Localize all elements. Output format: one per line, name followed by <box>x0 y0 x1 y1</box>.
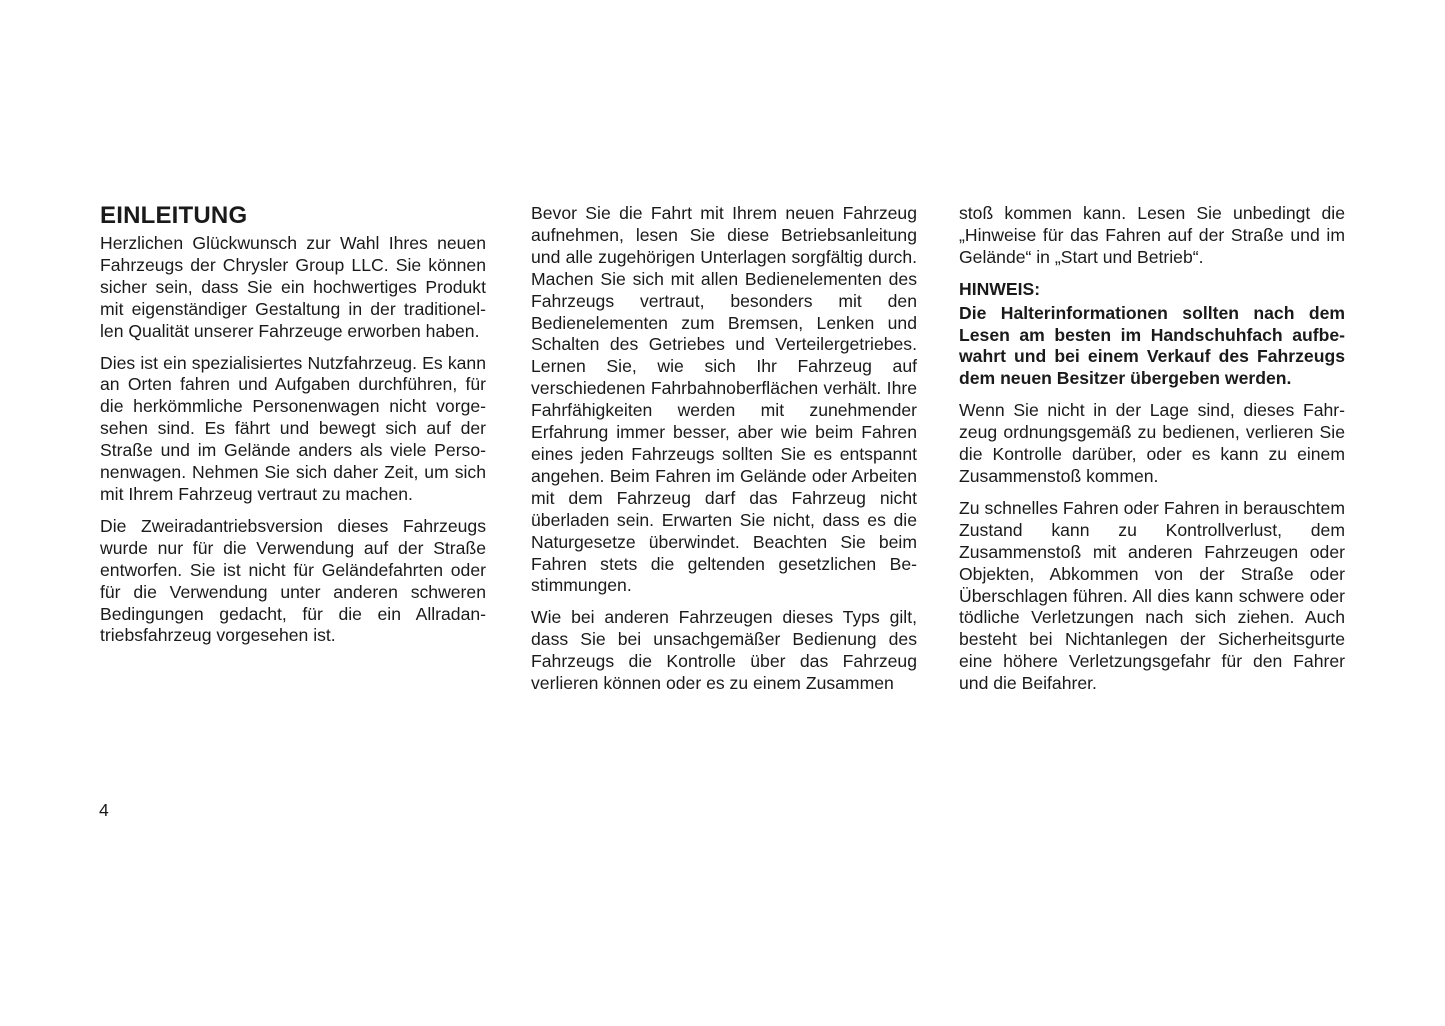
note-title: HINWEIS: <box>959 278 1041 299</box>
column-right <box>959 202 1345 705</box>
page-number: 4 <box>99 800 109 820</box>
intro-paragraph-1: Herzlichen Glückwunsch zur Wahl Ihres neuen Fahrzeugs der Chrysler Group LLC. Sie können sicher sein, dass Sie ein hochwertiges Produkt mit eigenständiger Gestaltung in der traditionellen Qualität unserer Fahrzeuge erworben haben. <box>100 233 486 341</box>
section-title: EINLEITUNG <box>100 202 248 229</box>
intro-paragraph-3: Die Zweiradantriebsversion dieses Fahrzeugs wurde nur für die Verwendung auf der Straße entworfen. Sie ist nicht für Geländefahrten oder für die Verwendung unter anderen schweren Bedingungen gedacht, für die ein Allradantriebsfahrzeug vorgesehen ist. <box>100 515 486 646</box>
note-body: Die Halterinformationen sollten nach dem Lesen am besten im Handschuhfach aufbewahrt und bei einem Verkauf des Fahrzeugs dem neuen Besitzer übergeben werden. <box>959 302 1345 389</box>
intro-paragraph-2: Dies ist ein spezialisiertes Nutzfahrzeug. Es kann an Orten fahren und Aufgaben durchführen, für die herkömmliche Personenwagen nicht vorgesehen sind. Es fährt und bewegt sich auf der Straße und im Gelände anders als viele Personenwagen. Nehmen Sie sich daher Zeit, um sich mit Ihrem Fahrzeug vertraut zu machen. <box>100 352 486 504</box>
middle-paragraph-2: Wie bei anderen Fahrzeugen dieses Typs gilt, dass Sie bei unsachgemäßer Bedienung des Fahrzeugs die Kontrolle über das Fahrzeug verlieren können oder es zu einem Zusammen <box>531 607 917 694</box>
right-paragraph-3: Zu schnelles Fahren oder Fahren in berauschtem Zustand kann zu Kontrollverlust, dem Zusammenstoß mit anderen Fahrzeugen oder Objekten, Abkommen von der Straße oder Überschlagen führen. All dies kann schwere oder tödliche Verletzungen nach sich ziehen. Auch besteht bei Nichtanlegen der Sicherheitsgurte eine höhere Verletzungsgefahr für den Fahrer und die Beifahrer. <box>959 497 1345 694</box>
column-left <box>100 202 486 657</box>
right-paragraph-1: stoß kommen kann. Lesen Sie unbedingt die „Hinweise für das Fahren auf der Straße und im Gelände“ in „Start und Betrieb“. <box>959 203 1345 267</box>
right-paragraph-2: Wenn Sie nicht in der Lage sind, dieses Fahrzeug ordnungsgemäß zu bedienen, verlieren Sie die Kontrolle darüber, oder es kann zu einem Zusammenstoß kommen. <box>959 400 1345 486</box>
middle-paragraph-1: Bevor Sie die Fahrt mit Ihrem neuen Fahrzeug aufnehmen, lesen Sie diese Betriebsanleitung und alle zugehörigen Unterlagen sorgfältig durch. Machen Sie sich mit allen Bedienelementen des Fahrzeugs vertraut, besonders mit den Bedienelementen zum Bremsen, Lenken und Schalten des Getriebes und Verteilergetriebes. Lernen Sie, wie sich Ihr Fahrzeug auf verschiedenen Fahrbahnoberflächen verhält. Ihre Fahrfähigkeiten werden mit zunehmender Erfahrung immer besser, aber wie beim Fahren eines jeden Fahrzeugs sollten Sie es entspannt angehen. Beim Fahren im Gelände oder Arbeiten mit dem Fahrzeug darf das Fahrzeug nicht überladen sein. Erwarten Sie nicht, dass es die Naturgesetze überwindet. Beachten Sie beim Fahren stets die geltenden gesetzlichen Bestimmungen. <box>531 203 917 596</box>
column-middle <box>531 202 917 705</box>
